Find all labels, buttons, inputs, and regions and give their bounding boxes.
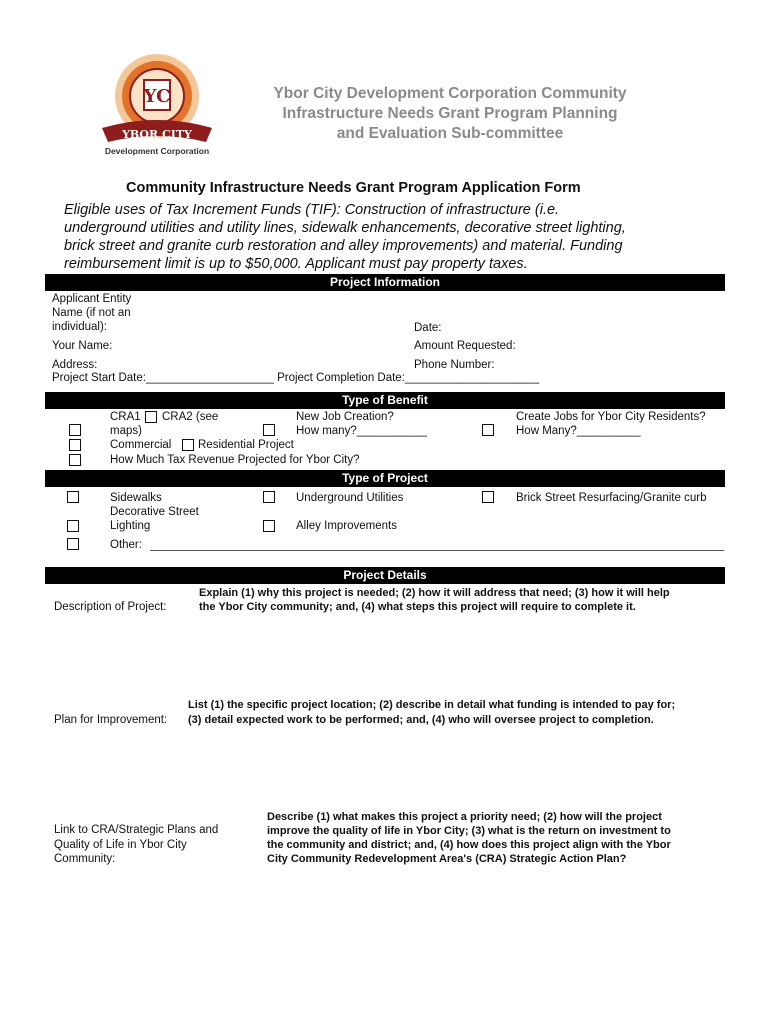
link-cra-label-3: Community: [54, 853, 116, 865]
project-information-header: Project Information [45, 274, 725, 291]
date-label: Date: [414, 322, 442, 334]
description-instruction-1: Explain (1) why this project is needed; (2) how it will address that need; (3) how it will help [199, 587, 670, 599]
project-dates-line: Project Start Date:____________________ Project Completion Date:_____________________ [52, 372, 540, 384]
other-label: Other: [110, 539, 142, 551]
create-jobs-label: Create Jobs for Ybor City Residents? [516, 411, 706, 423]
cra1-label: CRA1 [110, 411, 141, 423]
type-of-project-header: Type of Project [45, 470, 725, 487]
cra2-label: CRA2 (see [162, 411, 219, 423]
eligible-line1: Eligible uses of Tax Increment Funds (TIF): Construction of infrastructure (i.e. [64, 202, 560, 218]
how-many-residents-field[interactable]: How Many?__________ [516, 425, 641, 437]
underground-utilities-checkbox[interactable] [263, 491, 275, 503]
svg-text:YBOR CITY: YBOR CITY [122, 128, 192, 141]
phone-number-label: Phone Number: [414, 359, 495, 371]
cra2-checkbox[interactable] [145, 411, 157, 423]
new-job-creation-label: New Job Creation? [296, 411, 394, 423]
eligible-uses-text [64, 201, 696, 273]
other-input-line[interactable] [150, 550, 724, 551]
description-instruction-2: the Ybor City community; and, (4) what steps this project will require to complete it. [199, 601, 636, 613]
description-of-project-label: Description of Project: [54, 601, 167, 613]
cra1-checkbox[interactable] [69, 424, 81, 436]
svg-text:YC: YC [143, 86, 171, 107]
plan-instruction-1: List (1) the specific project location; (2) describe in detail what funding is intended to pay for; [188, 699, 676, 711]
tax-revenue-checkbox[interactable] [69, 454, 81, 466]
applicant-entity-label-2: Name (if not an [52, 307, 131, 319]
eligible-line3: brick street and granite curb restoration and alley improvements) and material. Funding [64, 238, 623, 254]
brick-street-label: Brick Street Resurfacing/Granite curb [516, 492, 707, 504]
residential-checkbox[interactable] [182, 439, 194, 451]
residential-label: Residential Project [198, 439, 294, 451]
new-job-creation-checkbox[interactable] [263, 424, 275, 436]
decorative-lighting-label-2: Lighting [110, 520, 151, 532]
svg-text:Development Corporation: Development Corporation [104, 146, 210, 156]
your-name-label: Your Name: [52, 340, 113, 352]
decorative-lighting-checkbox[interactable] [67, 520, 79, 532]
other-checkbox[interactable] [67, 538, 79, 550]
alley-improvements-checkbox[interactable] [263, 520, 275, 532]
applicant-entity-label-1: Applicant Entity [52, 293, 132, 305]
alley-improvements-label: Alley Improvements [296, 520, 397, 532]
address-label: Address: [52, 359, 98, 371]
commercial-checkbox[interactable] [69, 439, 81, 451]
brick-street-checkbox[interactable] [482, 491, 494, 503]
plan-instruction-2: (3) detail expected work to be performed; and, (4) who will oversee project to completion. [188, 714, 654, 726]
ybor-city-logo [96, 50, 218, 160]
link-cra-label-1: Link to CRA/Strategic Plans and [54, 824, 219, 836]
org-title-line2: Infrastructure Needs Grant Program Planning [282, 105, 618, 122]
project-details-header: Project Details [45, 567, 725, 584]
amount-requested-label: Amount Requested: [414, 340, 516, 352]
org-title-line1: Ybor City Development Corporation Community [273, 85, 627, 102]
eligible-line4: reimbursement limit is up to $50,000. Applicant must pay property taxes. [64, 256, 528, 272]
decorative-lighting-label-1: Decorative Street [110, 506, 199, 518]
eligible-line2: underground utilities and utility lines, sidewalk enhancements, decorative street lighting, [64, 220, 626, 236]
link-cra-instruction-3: the community and district; and, (4) how does this project align with the Ybor [267, 839, 671, 851]
sidewalks-label: Sidewalks [110, 492, 162, 504]
link-cra-instruction-2: improve the quality of life in Ybor City; (3) what is the return on investment to [267, 825, 671, 837]
cra2-maps-label: maps) [110, 425, 142, 437]
underground-utilities-label: Underground Utilities [296, 492, 404, 504]
commercial-label: Commercial [110, 439, 172, 451]
create-jobs-checkbox[interactable] [482, 424, 494, 436]
link-cra-instruction-1: Describe (1) what makes this project a priority need; (2) how will the project [267, 811, 662, 823]
org-title-line3: and Evaluation Sub-committee [336, 125, 564, 142]
link-cra-instruction-4: City Community Redevelopment Area's (CRA) Strategic Action Plan? [267, 853, 627, 865]
type-of-benefit-header: Type of Benefit [45, 392, 725, 409]
organization-title [240, 84, 660, 144]
form-title: Community Infrastructure Needs Grant Program Application Form [126, 180, 581, 196]
how-many-jobs-field[interactable]: How many?___________ [296, 425, 428, 437]
sidewalks-checkbox[interactable] [67, 491, 79, 503]
link-cra-label-2: Quality of Life in Ybor City [54, 839, 187, 851]
applicant-entity-label-3: individual): [52, 321, 107, 333]
plan-for-improvement-label: Plan for Improvement: [54, 714, 168, 726]
tax-revenue-label: How Much Tax Revenue Projected for Ybor City? [110, 454, 360, 466]
